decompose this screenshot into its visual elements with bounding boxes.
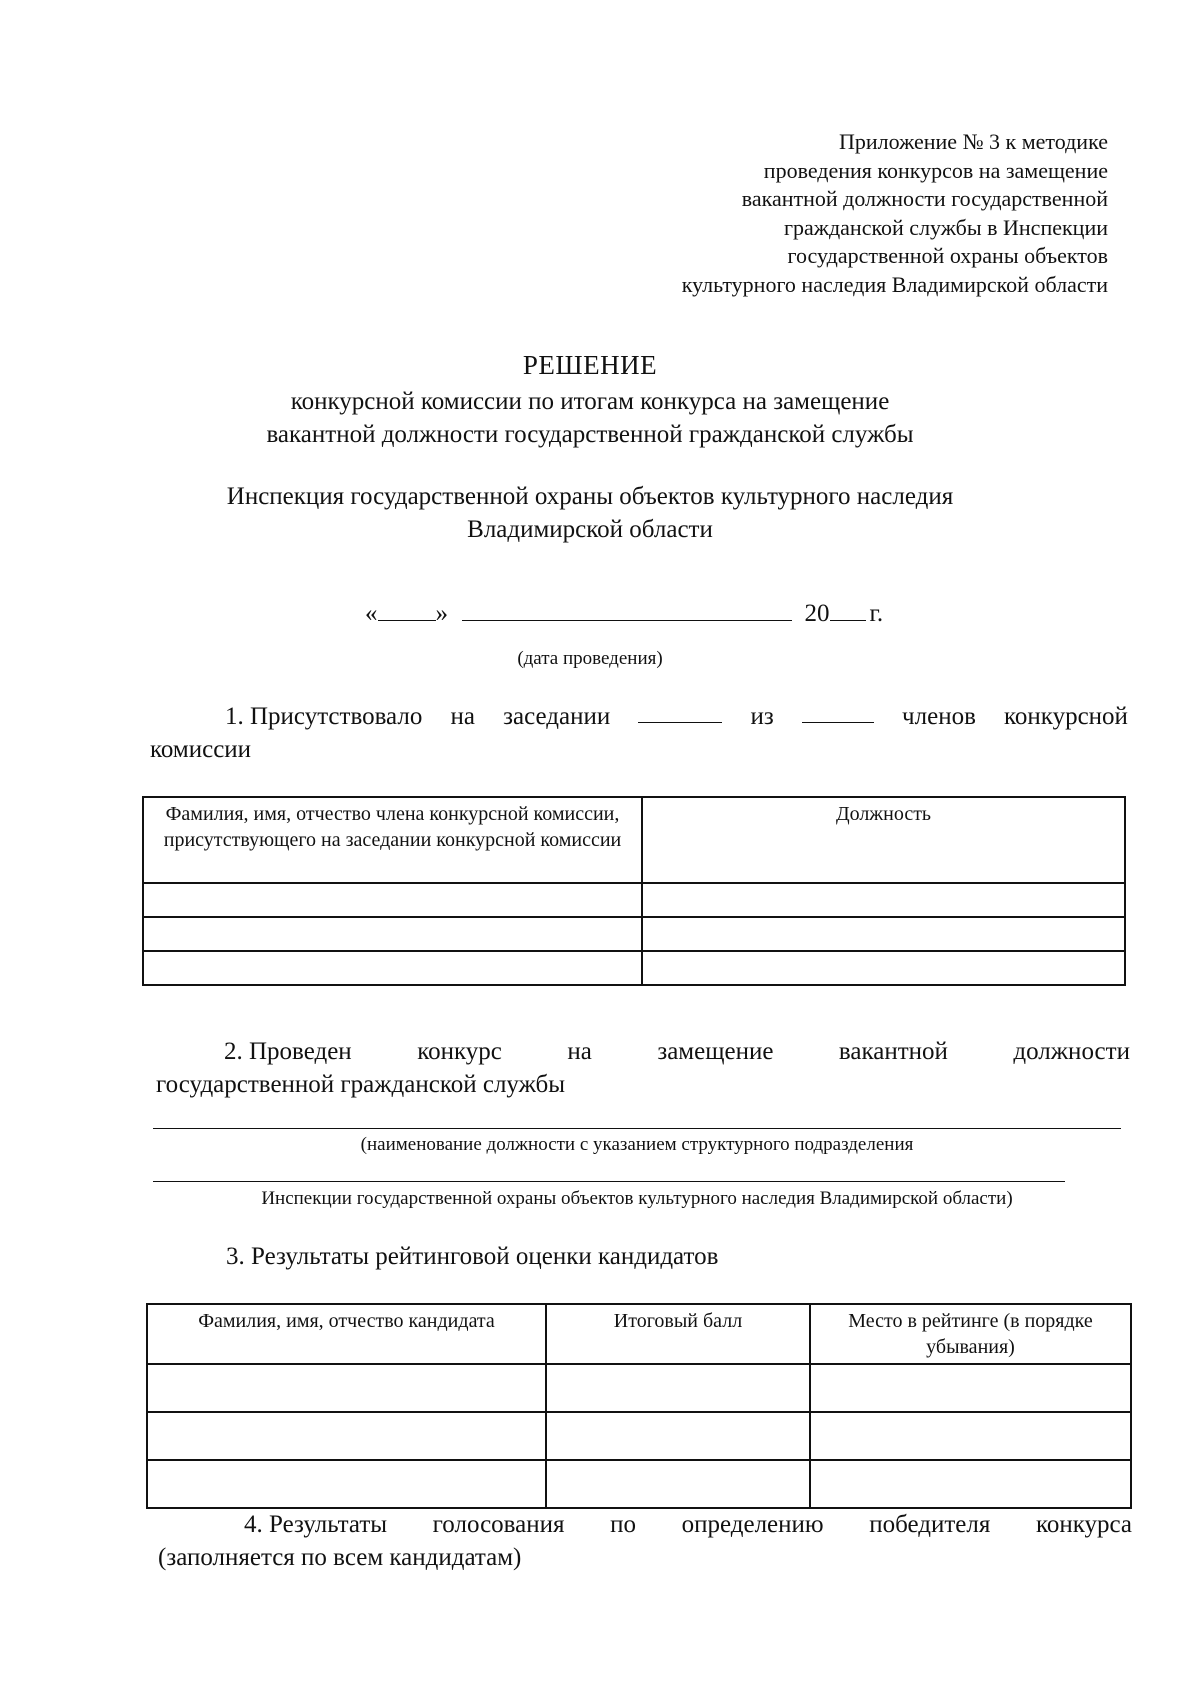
year-blank[interactable] bbox=[830, 598, 866, 621]
month-blank[interactable] bbox=[462, 598, 792, 621]
year-suffix: г. bbox=[869, 600, 884, 627]
date-line bbox=[365, 598, 883, 628]
year-prefix: 20 bbox=[804, 600, 830, 627]
table-row bbox=[143, 951, 1125, 985]
section-1-line-1 bbox=[150, 700, 1128, 733]
word: голосования bbox=[432, 1511, 565, 1538]
section-2-line-1 bbox=[156, 1035, 1130, 1068]
appendix-line: гражданской службы в Инспекции bbox=[783, 214, 1108, 240]
section-3-heading: 3. Результаты рейтинговой оценки кандидатов bbox=[226, 1243, 719, 1270]
word: по bbox=[610, 1511, 636, 1538]
table-row bbox=[147, 1460, 1131, 1508]
table-cell[interactable] bbox=[147, 1460, 546, 1508]
document-subtitle bbox=[140, 385, 1040, 451]
appendix-line: вакантной должности государственной bbox=[741, 186, 1108, 211]
section-4 bbox=[158, 1508, 1132, 1574]
word: из bbox=[750, 703, 774, 730]
word: на bbox=[450, 703, 475, 730]
table-cell[interactable] bbox=[143, 951, 642, 985]
word: конкурс bbox=[417, 1038, 502, 1065]
position-caption: (наименование должности с указанием структурного подразделения bbox=[360, 1134, 914, 1155]
column-header: Итоговый балл bbox=[546, 1304, 810, 1364]
department-caption: Инспекции государственной охраны объектов культурного наследия Владимирской области) bbox=[261, 1188, 1013, 1209]
word: Присутствовало bbox=[250, 703, 423, 730]
word: конкурса bbox=[1035, 1511, 1132, 1538]
section-4-line-1 bbox=[158, 1508, 1132, 1541]
table-cell[interactable] bbox=[546, 1364, 810, 1412]
section-number: 1. bbox=[225, 703, 244, 730]
word: на bbox=[567, 1038, 592, 1065]
table-cell[interactable] bbox=[143, 917, 642, 951]
organization-line: Владимирской области bbox=[467, 516, 713, 543]
column-header: Место в рейтинге (в порядке убывания) bbox=[810, 1304, 1131, 1364]
word: вакантной bbox=[838, 1038, 948, 1065]
department-line[interactable] bbox=[153, 1181, 1065, 1182]
close-quote: » bbox=[435, 600, 448, 627]
table-cell[interactable] bbox=[642, 917, 1125, 951]
appendix-line: Приложение № 3 к методике bbox=[838, 129, 1108, 154]
section-number: 4. bbox=[244, 1511, 263, 1538]
word: замещение bbox=[657, 1038, 774, 1065]
subtitle-line: конкурсной комиссии по итогам конкурса на замещение bbox=[290, 388, 890, 415]
column-header: Должность bbox=[642, 797, 1125, 883]
word: членов bbox=[902, 703, 976, 730]
position-name-line[interactable] bbox=[153, 1128, 1121, 1129]
appendix-note bbox=[548, 128, 1108, 299]
table-cell[interactable] bbox=[147, 1364, 546, 1412]
organization-line: Инспекция государственной охраны объектов культурного наследия bbox=[226, 483, 954, 510]
table-cell[interactable] bbox=[147, 1412, 546, 1460]
table-header-row bbox=[143, 797, 1125, 883]
section-number: 2. bbox=[224, 1038, 243, 1065]
table-cell[interactable] bbox=[546, 1460, 810, 1508]
open-quote: « bbox=[365, 600, 378, 627]
table-cell[interactable] bbox=[143, 883, 642, 917]
word: победителя bbox=[869, 1511, 991, 1538]
table-cell[interactable] bbox=[810, 1412, 1131, 1460]
column-header: Фамилия, имя, отчество кандидата bbox=[147, 1304, 546, 1364]
column-header: Фамилия, имя, отчество члена конкурсной комиссии, присутствующего на заседании конкурсной комиссии bbox=[143, 797, 642, 883]
table-cell[interactable] bbox=[642, 883, 1125, 917]
section-1-line-2: комиссии bbox=[150, 736, 252, 763]
table-cell[interactable] bbox=[810, 1460, 1131, 1508]
word: конкурсной bbox=[1004, 703, 1128, 730]
word: должности bbox=[1013, 1038, 1130, 1065]
present-count-blank[interactable] bbox=[638, 700, 722, 723]
appendix-line: государственной охраны объектов bbox=[787, 243, 1108, 268]
table-header-row bbox=[147, 1304, 1131, 1364]
document-title: РЕШЕНИЕ bbox=[522, 350, 658, 380]
section-2-line-2: государственной гражданской службы bbox=[156, 1071, 566, 1098]
word: Проведен bbox=[249, 1038, 352, 1065]
day-blank[interactable] bbox=[378, 598, 436, 621]
table-cell[interactable] bbox=[642, 951, 1125, 985]
table-row bbox=[147, 1412, 1131, 1460]
date-caption: (дата проведения) bbox=[517, 648, 663, 669]
organization-name bbox=[140, 480, 1040, 546]
table-row bbox=[143, 883, 1125, 917]
word: заседании bbox=[503, 703, 611, 730]
appendix-line: культурного наследия Владимирской области bbox=[681, 271, 1108, 297]
table-row bbox=[143, 917, 1125, 951]
total-count-blank[interactable] bbox=[802, 700, 874, 723]
word: Результаты bbox=[269, 1511, 388, 1538]
table-cell[interactable] bbox=[810, 1364, 1131, 1412]
members-table bbox=[142, 796, 1126, 986]
section-4-line-2: (заполняется по всем кандидатам) bbox=[158, 1544, 522, 1571]
word: определению bbox=[681, 1511, 824, 1538]
section-1 bbox=[150, 700, 1128, 766]
rating-table bbox=[146, 1303, 1132, 1509]
table-cell[interactable] bbox=[546, 1412, 810, 1460]
subtitle-line: вакантной должности государственной гражданской службы bbox=[266, 421, 914, 448]
section-2 bbox=[156, 1035, 1130, 1101]
appendix-line: проведения конкурсов на замещение bbox=[763, 157, 1108, 183]
table-row bbox=[147, 1364, 1131, 1412]
